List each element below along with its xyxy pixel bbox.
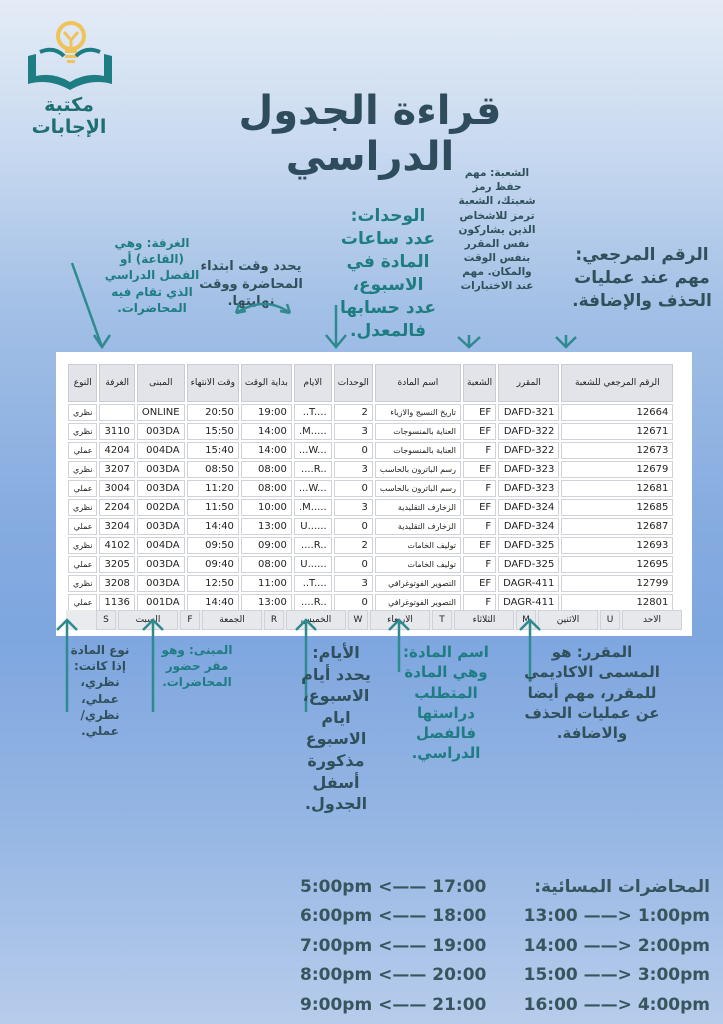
note-course-name: اسم المادة: وهي المادة المتطلب دراستها فالفصل الدراسي.	[403, 643, 489, 763]
cell-end-time: 09:40	[187, 556, 239, 573]
col-header-start-time: بداية الوقت	[241, 364, 292, 402]
cell-reference-number: 12693	[561, 537, 673, 554]
cell-room	[99, 404, 134, 421]
cell-end-time: 09:50	[187, 537, 239, 554]
cell-course-code: DAGR-411	[498, 594, 559, 611]
cell-end-time: 08:50	[187, 461, 239, 478]
note-days: الأيام: يحدد أيام الاسبوع، ايام الاسبوع مذكورة أسفل الجدول.	[301, 643, 371, 814]
evening-label: المحاضرات المسائية:	[534, 876, 710, 897]
cell-section: EF	[463, 499, 496, 516]
cell-type: نظري	[68, 537, 97, 554]
cell-days: ....R..	[294, 594, 332, 611]
day-name: الجمعة	[202, 610, 262, 630]
cell-type: نظري	[68, 461, 97, 478]
cell-units: 3	[334, 499, 373, 516]
cell-end-time: 15:50	[187, 423, 239, 440]
cell-units: 0	[334, 518, 373, 535]
cell-units: 0	[334, 594, 373, 611]
cell-section: F	[463, 442, 496, 459]
time-conversion: 16:00 ——> 4:00pm	[523, 994, 710, 1015]
cell-room: 2204	[99, 499, 134, 516]
cell-end-time: 11:50	[187, 499, 239, 516]
cell-room: 3110	[99, 423, 134, 440]
col-header-section: الشعبة	[463, 364, 496, 402]
cell-course-name: التصوير الفوتوغرافي	[375, 594, 461, 611]
day-name: السبت	[118, 610, 178, 630]
cell-room: 4102	[99, 537, 134, 554]
cell-course-name: توليف الخامات	[375, 537, 461, 554]
time-row	[300, 961, 710, 991]
table-row[interactable]	[68, 518, 673, 535]
day-code: W	[348, 610, 368, 630]
col-header-days: الايام	[294, 364, 332, 402]
col-header-type: النوع	[68, 364, 97, 402]
time-conversion: 13:00 ——> 1:00pm	[523, 906, 710, 927]
cell-units: 3	[334, 423, 373, 440]
cell-room: 3004	[99, 480, 134, 497]
table-row[interactable]	[68, 499, 673, 516]
cell-course-name: الزخارف التقليدية	[375, 518, 461, 535]
day-name: الثلاثاء	[454, 610, 514, 630]
note-course: المقرر: هو المسمى الاكاديمي للمقرر، مهم أيضا عن عمليات الحذف والاضافة.	[524, 643, 660, 742]
cell-type: نظري	[68, 575, 97, 592]
cell-end-time: 11:20	[187, 480, 239, 497]
cell-reference-number: 12681	[561, 480, 673, 497]
cell-end-time: 14:40	[187, 518, 239, 535]
cell-days: U......	[294, 556, 332, 573]
cell-reference-number: 12799	[561, 575, 673, 592]
cell-building: 001DA	[137, 594, 185, 611]
day-name: الاحد	[622, 610, 682, 630]
day-name: الاربعاء	[370, 610, 430, 630]
cell-type: عملي	[68, 556, 97, 573]
cell-course-code: DAFD-323	[498, 461, 559, 478]
cell-room: 3208	[99, 575, 134, 592]
annotation-arrows-top	[60, 255, 620, 355]
cell-course-code: DAFD-321	[498, 404, 559, 421]
cell-units: 0	[334, 480, 373, 497]
cell-course-code: DAFD-325	[498, 556, 559, 573]
cell-course-name: الزخارف التقليدية	[375, 499, 461, 516]
cell-reference-number: 12673	[561, 442, 673, 459]
cell-days: .M.....	[294, 423, 332, 440]
cell-course-name: العناية بالمنسوجات	[375, 423, 461, 440]
cell-units: 2	[334, 404, 373, 421]
col-header-end-time: وقت الانتهاء	[187, 364, 239, 402]
cell-building: ONLINE	[137, 404, 185, 421]
brand-logo	[14, 16, 124, 138]
cell-type: نظري	[68, 404, 97, 421]
cell-room: 1136	[99, 594, 134, 611]
cell-days: ....R..	[294, 461, 332, 478]
col-header-course-name: اسم المادة	[375, 364, 461, 402]
table-row[interactable]	[68, 575, 673, 592]
time-conversion: 8:00pm <—— 20:00	[300, 965, 487, 986]
time-conversion: 9:00pm <—— 21:00	[300, 994, 487, 1015]
cell-type: عملي	[68, 518, 97, 535]
cell-start-time: 09:00	[241, 537, 292, 554]
cell-units: 3	[334, 575, 373, 592]
cell-days: ..T....	[294, 575, 332, 592]
note-type: نوع المادة إذا كانت: نظري، عملي، نظري/ عملي.	[70, 643, 130, 738]
cell-building: 003DA	[137, 518, 185, 535]
cell-end-time: 20:50	[187, 404, 239, 421]
cell-start-time: 08:00	[241, 461, 292, 478]
page-title: قراءة الجدول الدراسي	[238, 88, 502, 180]
cell-section: EF	[463, 537, 496, 554]
cell-start-time: 10:00	[241, 499, 292, 516]
cell-course-name: العناية بالمنسوجات	[375, 442, 461, 459]
cell-type: عملي	[68, 442, 97, 459]
note-units: الوحدات: عدد ساعات المادة في الاسبوع، عدد حسابها فالمعدل.	[340, 206, 436, 341]
time-row	[300, 990, 710, 1020]
evening-times	[300, 872, 710, 1020]
cell-reference-number: 12685	[561, 499, 673, 516]
cell-course-code: DAGR-411	[498, 575, 559, 592]
note-section: الشعبة: مهم حفظ رمز شعبتك، الشعبة ترمز للاشخاص الذين يشاركون نفس المقرر بنفس الوقت والمكان. مهم عند الاختبارات	[458, 167, 536, 293]
table-header-row	[68, 364, 673, 402]
cell-reference-number: 12664	[561, 404, 673, 421]
table-row[interactable]	[68, 480, 673, 497]
time-conversion: 15:00 ——> 3:00pm	[523, 965, 710, 986]
cell-section: F	[463, 556, 496, 573]
cell-section: EF	[463, 404, 496, 421]
cell-end-time: 12:50	[187, 575, 239, 592]
cell-building: 003DA	[137, 480, 185, 497]
cell-days: ....R..	[294, 537, 332, 554]
time-conversion: 5:00pm <—— 17:00	[300, 876, 487, 897]
cell-course-code: DAFD-323	[498, 480, 559, 497]
cell-course-name: التصوير الفوتوغرافي	[375, 575, 461, 592]
cell-building: 004DA	[137, 537, 185, 554]
cell-course-code: DAFD-322	[498, 423, 559, 440]
cell-start-time: 11:00	[241, 575, 292, 592]
day-code: T	[432, 610, 452, 630]
cell-building: 003DA	[137, 556, 185, 573]
cell-section: F	[463, 518, 496, 535]
time-conversion: 14:00 ——> 2:00pm	[523, 935, 710, 956]
table-row[interactable]	[68, 404, 673, 421]
schedule-table	[66, 362, 675, 613]
cell-course-name: رسم الباترون بالحاسب	[375, 461, 461, 478]
cell-units: 2	[334, 537, 373, 554]
brand-name: مكتبة الإجابات	[31, 94, 107, 138]
col-header-course: المقرر	[498, 364, 559, 402]
cell-course-name: تاريخ النسيج والازياء	[375, 404, 461, 421]
cell-type: عملي	[68, 480, 97, 497]
cell-start-time: 14:00	[241, 442, 292, 459]
cell-course-code: DAFD-324	[498, 499, 559, 516]
cell-building: 002DA	[137, 499, 185, 516]
day-code: U	[600, 610, 620, 630]
cell-start-time: 08:00	[241, 556, 292, 573]
cell-building: 003DA	[137, 461, 185, 478]
cell-end-time: 15:40	[187, 442, 239, 459]
day-code: S	[96, 610, 116, 630]
cell-section: EF	[463, 461, 496, 478]
time-row	[300, 902, 710, 932]
cell-reference-number: 12695	[561, 556, 673, 573]
cell-start-time: 14:00	[241, 423, 292, 440]
book-lightbulb-icon	[14, 16, 124, 96]
time-conversion: 7:00pm <—— 19:00	[300, 935, 487, 956]
cell-course-code: DAFD-325	[498, 537, 559, 554]
cell-days: ...W...	[294, 480, 332, 497]
cell-section: F	[463, 480, 496, 497]
cell-room: 3204	[99, 518, 134, 535]
cell-type: عملي	[68, 594, 97, 611]
table-row[interactable]	[68, 594, 673, 611]
cell-course-name: توليف الخامات	[375, 556, 461, 573]
cell-reference-number: 12679	[561, 461, 673, 478]
table-row[interactable]	[68, 442, 673, 459]
table-row[interactable]	[68, 461, 673, 478]
schedule-panel	[56, 352, 692, 636]
note-time: يحدد وقت ابتداء المحاضرة ووقت نهايتها.	[199, 259, 303, 310]
cell-room: 3207	[99, 461, 134, 478]
cell-start-time: 08:00	[241, 480, 292, 497]
note-reference-number: الرقم المرجعي: مهم عند عمليات الحذف والإضافة.	[572, 245, 712, 311]
cell-section: EF	[463, 423, 496, 440]
cell-start-time: 19:00	[241, 404, 292, 421]
col-header-building: المبنى	[137, 364, 185, 402]
time-conversion: 6:00pm <—— 18:00	[300, 906, 487, 927]
cell-course-code: DAFD-324	[498, 518, 559, 535]
cell-units: 3	[334, 461, 373, 478]
day-name: الخميس	[286, 610, 346, 630]
cell-building: 003DA	[137, 575, 185, 592]
time-row	[300, 931, 710, 961]
cell-reference-number: 12801	[561, 594, 673, 611]
table-row[interactable]	[68, 537, 673, 554]
cell-reference-number: 12687	[561, 518, 673, 535]
cell-units: 0	[334, 556, 373, 573]
col-header-room: الغرفة	[99, 364, 134, 402]
day-code: R	[264, 610, 284, 630]
note-room: الغرفة: وهي (القاعة) أو الفصل الدراسي الذي تقام فيه المحاضرات.	[104, 236, 200, 315]
day-code: F	[180, 610, 200, 630]
note-building: المبنى: وهو مقر حضور المحاضرات.	[161, 643, 233, 690]
day-code: M	[516, 610, 536, 630]
cell-days: ..T....	[294, 404, 332, 421]
cell-type: نظري	[68, 423, 97, 440]
cell-days: U......	[294, 518, 332, 535]
cell-end-time: 14:40	[187, 594, 239, 611]
cell-building: 003DA	[137, 423, 185, 440]
cell-start-time: 13:00	[241, 518, 292, 535]
cell-building: 004DA	[137, 442, 185, 459]
cell-days: ...W...	[294, 442, 332, 459]
cell-units: 0	[334, 442, 373, 459]
day-name: الاثنين	[538, 610, 598, 630]
cell-room: 3205	[99, 556, 134, 573]
col-header-reference: الرقم المرجعي للشعبة	[561, 364, 673, 402]
cell-start-time: 13:00	[241, 594, 292, 611]
cell-days: .M.....	[294, 499, 332, 516]
table-row[interactable]	[68, 423, 673, 440]
cell-section: F	[463, 594, 496, 611]
cell-section: EF	[463, 575, 496, 592]
cell-type: نظري	[68, 499, 97, 516]
col-header-units: الوحدات	[334, 364, 373, 402]
cell-course-code: DAFD-322	[498, 442, 559, 459]
cell-reference-number: 12671	[561, 423, 673, 440]
table-row[interactable]	[68, 556, 673, 573]
cell-room: 4204	[99, 442, 134, 459]
evening-header-row	[300, 872, 710, 902]
cell-course-name: رسم الباترون بالحاسب	[375, 480, 461, 497]
